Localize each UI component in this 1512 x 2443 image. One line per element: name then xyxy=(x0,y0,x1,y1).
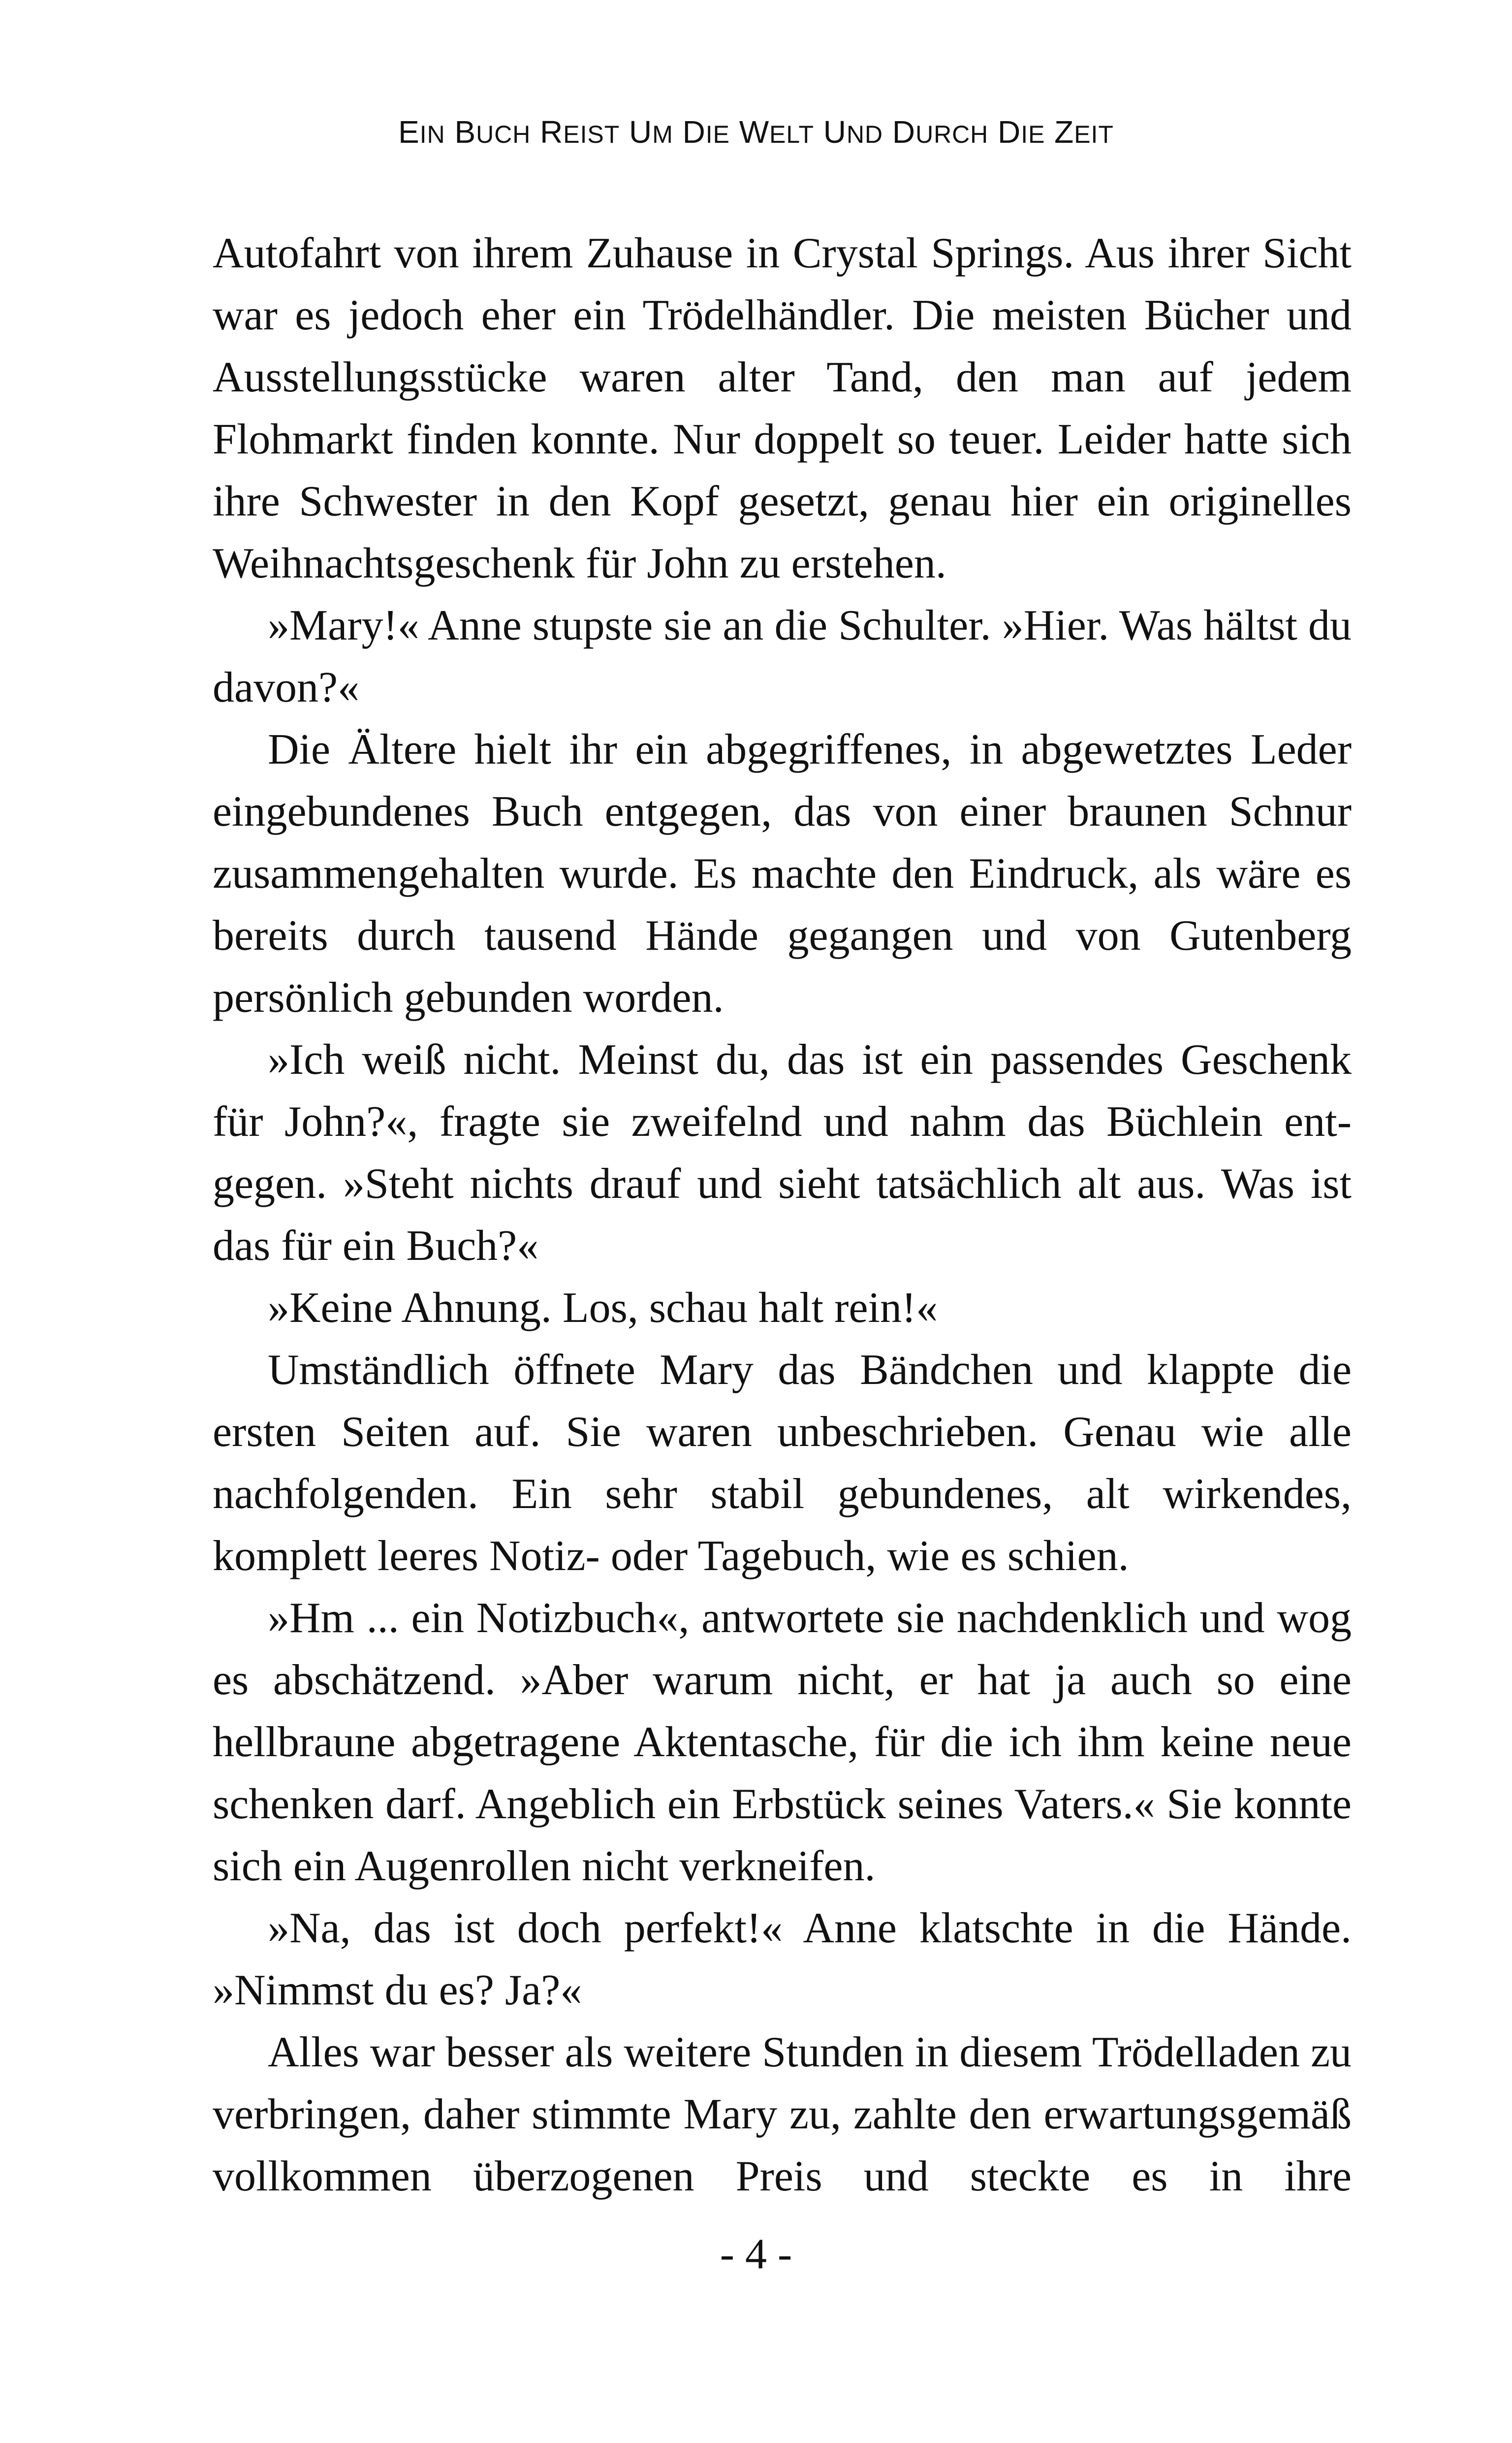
running-header xyxy=(0,112,1512,154)
header-word: DIE xyxy=(682,114,730,150)
header-word: REIST xyxy=(540,114,620,150)
page-number: - 4 - xyxy=(720,2230,792,2278)
paragraph: »Mary!« Anne stupste sie an die Schulter. »Hier. Was hältst du davon?« xyxy=(213,602,1352,711)
paragraph: Autofahrt von ihrem Zuhause in Crystal Springs. Aus ihrer Sicht war es jedoch eher ein Trödelhändler. Die meisten Bücher und Ausstellungsstücke waren alter Tand, den man auf jedem Flohmarkt finden konnte. Nur doppelt so teuer. Leider hatte sich ihre Schwester in den Kopf gesetzt, genau hier ein originelles Weihnachtsgeschenk für John zu erstehen. xyxy=(213,229,1352,587)
header-word: WELT xyxy=(739,114,814,150)
body-text xyxy=(213,223,1352,2208)
header-word: DIE xyxy=(998,114,1045,150)
paragraph: Umständlich öffnete Mary das Bändchen und klappte die ersten Seiten auf. Sie waren unbeschrieben. Genau wie alle nachfolgenden. Ein sehr stabil gebundenes, alt wirkendes, komplett leeres Notiz- oder Tagebuch, wie es schien. xyxy=(213,1346,1352,1580)
paragraph: »Keine Ahnung. Los, schau halt rein!« xyxy=(268,1284,938,1332)
header-word: UND xyxy=(823,114,883,150)
paragraph: Alles war besser als weitere Stunden in diesem Trödelladen zu verbringen, daher stimmte Mary zu, zahlte den erwartungsgemäß vollkommen überzogenen Preis und steckte es in ihre xyxy=(213,2028,1352,2200)
paragraph: »Hm ... ein Notizbuch«, antwortete sie nachdenklich und wog es abschätzend. »Aber warum nicht, er hat ja auch so eine hellbraune abgetragene Aktentasche, für die ich ihm keine neue schenken darf. Angeblich ein Erbstück seines Vaters.« Sie konnte sich ein Augenrollen nicht verkneifen. xyxy=(213,1594,1352,1890)
header-word: UM xyxy=(629,114,673,150)
paragraph: Die Ältere hielt ihr ein abgegriffenes, in abgewetztes Leder eingebundenes Buch entgegen, das von einer braunen Schnur zusammengehalten wurde. Es machte den Eindruck, als wäre es bereits durch tausend Hände gegangen und von Gutenberg persönlich gebunden worden. xyxy=(213,726,1352,1022)
header-word: DURCH xyxy=(892,114,989,150)
paragraph: »Na, das ist doch perfekt!« Anne klatschte in die Hände. »Nimmst du es? Ja?« xyxy=(213,1904,1352,2014)
paragraph: »Ich weiß nicht. Meinst du, das ist ein passendes Geschenk für John?«, fragte sie zweifelnd und nahm das Büchlein entgegen. »Steht nichts drauf und sieht tatsächlich alt aus. Was ist das für ein Buch?« xyxy=(213,1036,1352,1270)
header-word: EIN xyxy=(398,114,445,150)
header-word: BUCH xyxy=(454,114,531,150)
header-word: ZEIT xyxy=(1054,114,1114,150)
